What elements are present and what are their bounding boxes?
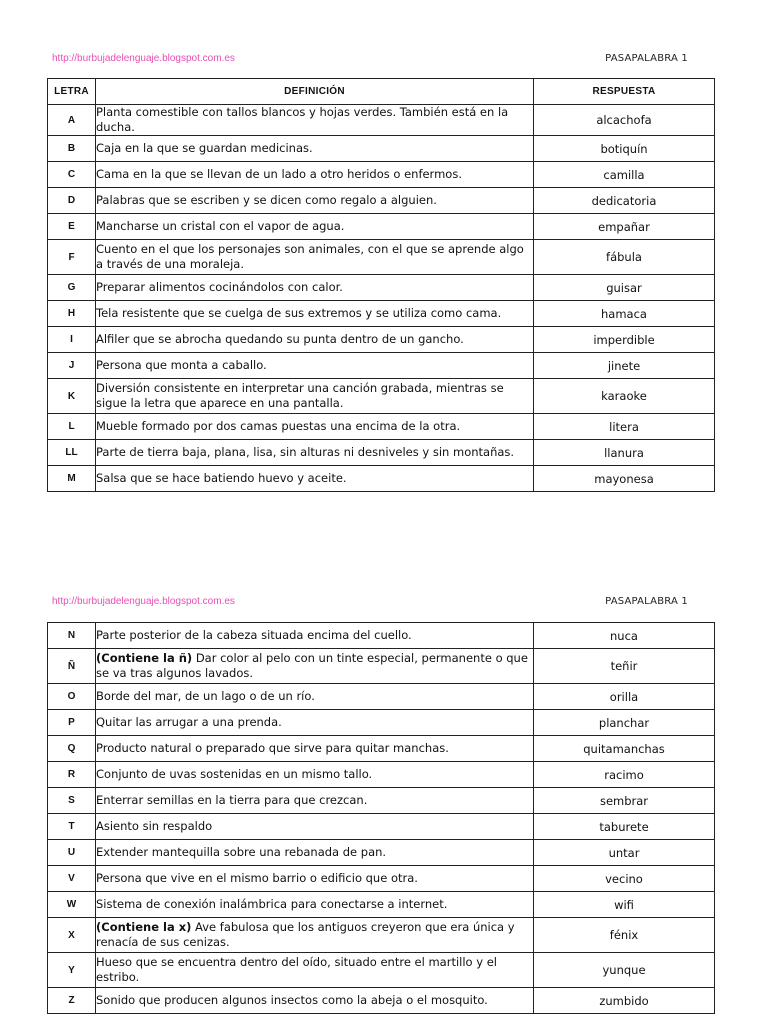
row-definition <box>96 762 534 788</box>
row-answer: fénix <box>534 918 715 953</box>
row-letter: H <box>48 301 96 327</box>
table-row <box>48 814 715 840</box>
definition-text: Diversión consistente en interpretar una canción grabada, mientras se sigue la letra que aparece en una pantalla. <box>96 381 504 410</box>
row-letter: R <box>48 762 96 788</box>
row-letter: J <box>48 353 96 379</box>
row-definition <box>96 710 534 736</box>
row-definition <box>96 918 534 953</box>
definition-text: Sonido que producen algunos insectos como la abeja o el mosquito. <box>96 993 488 1007</box>
definition-text: Parte posterior de la cabeza situada encima del cuello. <box>96 628 412 642</box>
row-letter: L <box>48 414 96 440</box>
row-definition <box>96 892 534 918</box>
table-row <box>48 866 715 892</box>
row-definition <box>96 162 534 188</box>
row-definition <box>96 353 534 379</box>
row-definition <box>96 988 534 1014</box>
row-letter: I <box>48 327 96 353</box>
table-row <box>48 379 715 414</box>
row-definition <box>96 649 534 684</box>
definition-text: Mueble formado por dos camas puestas una encima de la otra. <box>96 419 461 433</box>
blog-url-link[interactable]: http://burbujadelenguaje.blogspot.com.es <box>52 596 235 607</box>
row-answer: taburete <box>534 814 715 840</box>
pasapalabra-table-1 <box>47 78 715 492</box>
row-definition <box>96 440 534 466</box>
row-definition <box>96 275 534 301</box>
row-letter: S <box>48 788 96 814</box>
table-row <box>48 466 715 492</box>
row-letter: U <box>48 840 96 866</box>
definition-text: Parte de tierra baja, plana, lisa, sin alturas ni desniveles y sin montañas. <box>96 445 515 459</box>
row-letter: N <box>48 623 96 649</box>
definition-text: Ave fabulosa que los antiguos creyeron que era única y renacía de sus cenizas. <box>96 920 515 949</box>
row-answer: botiquín <box>534 136 715 162</box>
definition-text: Sistema de conexión inalámbrica para conectarse a internet. <box>96 897 448 911</box>
row-definition <box>96 736 534 762</box>
table-row <box>48 105 715 136</box>
row-answer: zumbido <box>534 988 715 1014</box>
table-row <box>48 275 715 301</box>
table-row <box>48 353 715 379</box>
row-letter: Y <box>48 953 96 988</box>
definition-text: Caja en la que se guardan medicinas. <box>96 141 313 155</box>
table-row <box>48 918 715 953</box>
definition-text: Borde del mar, de un lago o de un río. <box>96 689 315 703</box>
page-header <box>52 53 688 67</box>
table-row <box>48 162 715 188</box>
definition-text: Asiento sin respaldo <box>96 819 213 833</box>
table-row <box>48 136 715 162</box>
column-header-respuesta: RESPUESTA <box>534 79 715 105</box>
row-answer: empañar <box>534 214 715 240</box>
row-letter: E <box>48 214 96 240</box>
table-row <box>48 762 715 788</box>
table-row <box>48 188 715 214</box>
table-row <box>48 710 715 736</box>
table-row <box>48 301 715 327</box>
row-letter: B <box>48 136 96 162</box>
row-answer: fábula <box>534 240 715 275</box>
row-letter: V <box>48 866 96 892</box>
row-letter: O <box>48 684 96 710</box>
table-row <box>48 649 715 684</box>
row-answer: jinete <box>534 353 715 379</box>
definition-text: Tela resistente que se cuelga de sus extremos y se utiliza como cama. <box>96 306 502 320</box>
definition-text: Cuento en el que los personajes son animales, con el que se aprende algo a través de una moraleja. <box>96 242 524 271</box>
definition-hint: (Contiene la x) <box>96 920 192 934</box>
row-letter: D <box>48 188 96 214</box>
table-row <box>48 788 715 814</box>
row-letter: C <box>48 162 96 188</box>
row-answer: nuca <box>534 623 715 649</box>
row-letter: Ñ <box>48 649 96 684</box>
row-answer: litera <box>534 414 715 440</box>
row-definition <box>96 301 534 327</box>
row-definition <box>96 214 534 240</box>
row-definition <box>96 684 534 710</box>
table-row <box>48 327 715 353</box>
definition-text: Producto natural o preparado que sirve para quitar manchas. <box>96 741 449 755</box>
row-answer: guisar <box>534 275 715 301</box>
row-answer: yunque <box>534 953 715 988</box>
table-row <box>48 240 715 275</box>
row-definition <box>96 953 534 988</box>
table-row <box>48 988 715 1014</box>
row-answer: untar <box>534 840 715 866</box>
row-definition <box>96 414 534 440</box>
table-row <box>48 414 715 440</box>
row-letter: M <box>48 466 96 492</box>
row-letter: Z <box>48 988 96 1014</box>
row-letter: F <box>48 240 96 275</box>
row-answer: planchar <box>534 710 715 736</box>
pasapalabra-table-2 <box>47 622 715 1014</box>
definition-text: Cama en la que se llevan de un lado a otro heridos o enfermos. <box>96 167 462 181</box>
page-title: PASAPALABRA 1 <box>605 596 688 607</box>
definition-text: Conjunto de uvas sostenidas en un mismo tallo. <box>96 767 373 781</box>
row-definition <box>96 136 534 162</box>
row-definition <box>96 327 534 353</box>
row-letter: K <box>48 379 96 414</box>
row-letter: T <box>48 814 96 840</box>
definition-text: Hueso que se encuentra dentro del oído, situado entre el martillo y el estribo. <box>96 955 497 984</box>
definition-text: Planta comestible con tallos blancos y hojas verdes. También está en la ducha. <box>96 105 509 134</box>
row-definition <box>96 840 534 866</box>
row-letter: A <box>48 105 96 136</box>
table-row <box>48 623 715 649</box>
row-answer: teñir <box>534 649 715 684</box>
row-definition <box>96 623 534 649</box>
row-definition <box>96 466 534 492</box>
row-answer: sembrar <box>534 788 715 814</box>
definition-text: Mancharse un cristal con el vapor de agua. <box>96 219 345 233</box>
row-letter: W <box>48 892 96 918</box>
row-answer: alcachofa <box>534 105 715 136</box>
definition-text: Extender mantequilla sobre una rebanada de pan. <box>96 845 387 859</box>
table-row <box>48 440 715 466</box>
row-answer: mayonesa <box>534 466 715 492</box>
row-answer: llanura <box>534 440 715 466</box>
row-answer: imperdible <box>534 327 715 353</box>
row-letter: LL <box>48 440 96 466</box>
row-answer: camilla <box>534 162 715 188</box>
row-letter: P <box>48 710 96 736</box>
page-header-2 <box>52 596 688 610</box>
definition-text: Alfiler que se abrocha quedando su punta dentro de un gancho. <box>96 332 464 346</box>
row-answer: karaoke <box>534 379 715 414</box>
definition-text: Persona que monta a caballo. <box>96 358 267 372</box>
row-definition <box>96 240 534 275</box>
table-row <box>48 684 715 710</box>
definition-text: Preparar alimentos cocinándolos con calor. <box>96 280 343 294</box>
page-title: PASAPALABRA 1 <box>605 53 688 64</box>
definition-text: Persona que vive en el mismo barrio o edificio que otra. <box>96 871 418 885</box>
definition-text: Quitar las arrugar a una prenda. <box>96 715 282 729</box>
row-definition <box>96 105 534 136</box>
row-answer: vecino <box>534 866 715 892</box>
column-header-definicion: DEFINICIÓN <box>96 79 534 105</box>
row-answer: hamaca <box>534 301 715 327</box>
row-answer: quitamanchas <box>534 736 715 762</box>
blog-url-link[interactable]: http://burbujadelenguaje.blogspot.com.es <box>52 53 235 64</box>
table-row <box>48 892 715 918</box>
column-header-letra: LETRA <box>48 79 96 105</box>
definition-text: Salsa que se hace batiendo huevo y aceite. <box>96 471 347 485</box>
row-definition <box>96 788 534 814</box>
row-definition <box>96 379 534 414</box>
row-definition <box>96 866 534 892</box>
row-answer: dedicatoria <box>534 188 715 214</box>
definition-text: Palabras que se escriben y se dicen como regalo a alguien. <box>96 193 437 207</box>
row-definition <box>96 188 534 214</box>
row-definition <box>96 814 534 840</box>
table-row <box>48 840 715 866</box>
row-answer: wifi <box>534 892 715 918</box>
row-letter: X <box>48 918 96 953</box>
row-answer: orilla <box>534 684 715 710</box>
row-answer: racimo <box>534 762 715 788</box>
table-row <box>48 214 715 240</box>
table-row <box>48 953 715 988</box>
definition-text: Enterrar semillas en la tierra para que crezcan. <box>96 793 368 807</box>
definition-hint: (Contiene la ñ) <box>96 651 193 665</box>
table-row <box>48 736 715 762</box>
row-letter: G <box>48 275 96 301</box>
definition-text: Dar color al pelo con un tinte especial, permanente o que se va tras algunos lavados. <box>96 651 528 680</box>
row-letter: Q <box>48 736 96 762</box>
